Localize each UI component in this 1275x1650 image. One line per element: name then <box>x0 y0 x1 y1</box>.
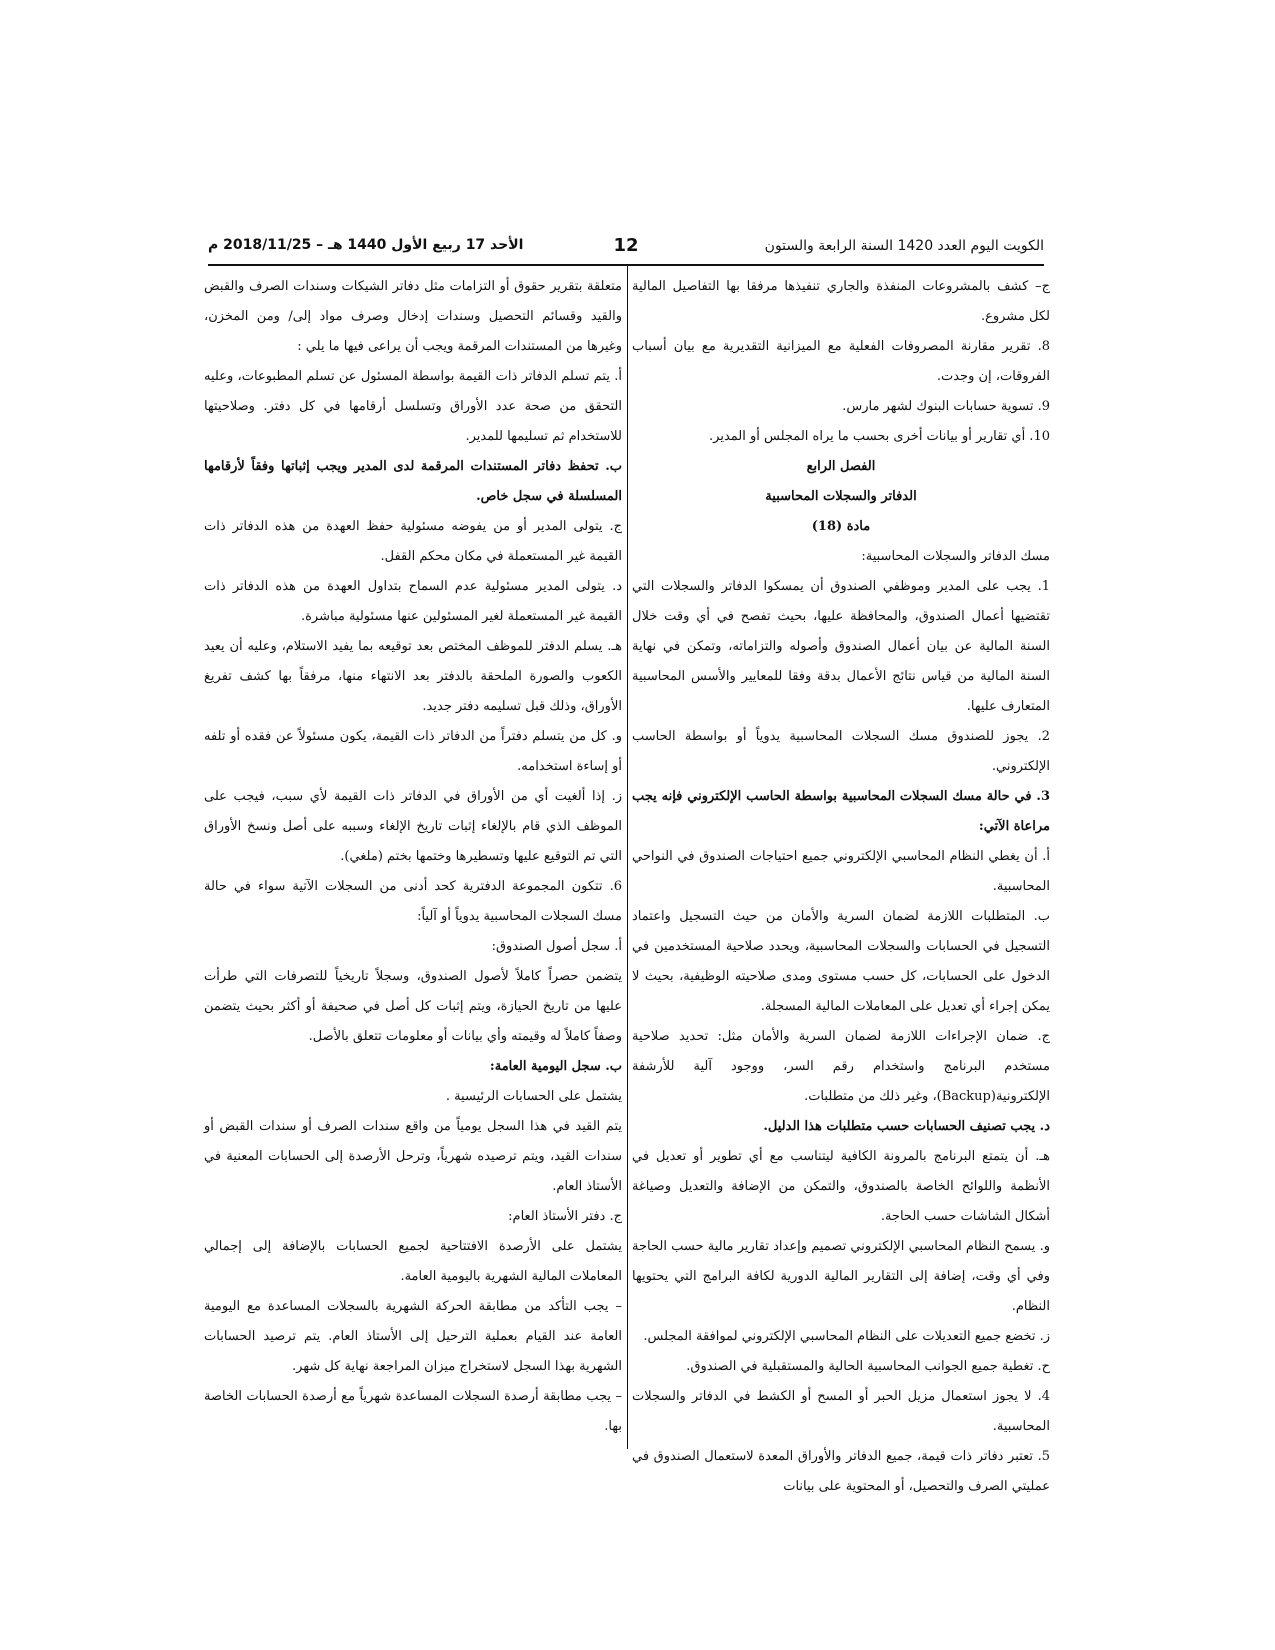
paragraph: ب. المتطلبات اللازمة لضمان السرية والأمان من حيث التسجيل واعتماد التسجيل في الحسابات والسجلات المحاسبية، ويحدد صلاحية المستخدمين في الدخول على الحسابات، كل حسب مستوى ومدى صلاحيته الوظيفية، بحيث لا يمكن إجراء أي تعديل على المعاملات المالية المسجلة. <box>632 909 1050 1014</box>
paragraph: 4. لا يجوز استعمال مزيل الحبر أو المسح أو الكشط في الدفاتر والسجلات المحاسبية. <box>632 1389 1050 1434</box>
paragraph: مسك الدفاتر والسجلات المحاسبية: <box>861 549 1050 564</box>
paragraph: ج. يتولى المدير أو من يفوضه مسئولية حفظ العهدة من هذه الدفاتر ذات القيمة غير المستعملة في مكان محكم القفل. <box>204 519 622 564</box>
paragraph: ج. ضمان الإجراءات اللازمة لضمان السرية والأمان مثل: تحديد صلاحية مستخدم البرنامج واستخدام رقم السر، ووجود آلية للأرشفة الإلكترونية(Backup)، وغير ذلك من متطلبات. <box>632 1029 1050 1104</box>
paragraph: – يجب مطابقة أرصدة السجلات المساعدة شهرياً مع أرصدة الحسابات الخاصة بها. <box>204 1389 622 1434</box>
paragraph: يشتمل على الحسابات الرئيسية . <box>445 1089 622 1104</box>
paragraph: مادة (18) <box>811 519 871 534</box>
paragraph: هـ. أن يتمتع البرنامج بالمرونة الكافية ليتناسب مع أي تطوير أو تعديل في الأنظمة واللوائح الخاصة بالصندوق، والتمكن من الإضافة والتعديل وصياغة أشكال الشاشات حسب الحاجة. <box>632 1149 1050 1224</box>
paragraph: ب. تحفظ دفاتر المستندات المرقمة لدى المدير ويجب إثباتها وفقاً لأرقامها المسلسلة في سجل خاص. <box>204 459 622 504</box>
paragraph: 6. تتكون المجموعة الدفترية كحد أدنى من السجلات الآتية سواء في حالة مسك السجلات المحاسبية يدوياً أو آلياً: <box>204 879 622 924</box>
paragraph: الدفاتر والسجلات المحاسبية <box>765 489 917 504</box>
page-header <box>208 236 1044 266</box>
paragraph: أ. سجل أصول الصندوق: <box>491 939 622 954</box>
paragraph: د. يتولى المدير مسئولية عدم السماح بتداول العهدة من هذه الدفاتر ذات القيمة غير المستعملة لغير المسئولين عنها مسئولية مباشرة. <box>204 579 622 624</box>
paragraph: و. يسمح النظام المحاسبي الإلكتروني تصميم وإعداد تقارير مالية حسب الحاجة وفي أي وقت، إضافة إلى التقارير المالية الدورية لكافة البرامج التي يحتويها النظام. <box>632 1239 1050 1314</box>
paragraph: 10. أي تقارير أو بيانات أخرى بحسب ما يراه المجلس أو المدير. <box>709 429 1050 444</box>
paragraph: يشتمل على الأرصدة الافتتاحية لجميع الحسابات بالإضافة إلى إجمالي المعاملات المالية الشهرية باليومية العامة. <box>204 1239 622 1284</box>
paragraph: د. يجب تصنيف الحسابات حسب متطلبات هذا الدليل. <box>763 1119 1050 1134</box>
paragraph: 1. يجب على المدير وموظفي الصندوق أن يمسكوا الدفاتر والسجلات التي تقتضيها أعمال الصندوق، والمحافظة عليها، بحيث تفصح في أي وقت خلال السنة المالية عن بيان أعمال الصندوق وأصوله والتزاماته، وتمكن في نهاية السنة المالية من قياس نتائج الأعمال بدقة وفقا للمعايير والأسس المحاسبية المتعارف عليها. <box>632 579 1050 714</box>
paragraph: متعلقة بتقرير حقوق أو التزامات مثل دفاتر الشيكات وسندات الصرف والقبض والقيد وقسائم التحصيل وسندات إدخال وصرف مواد إلى/ ومن المخزن، وغيرها من المستندات المرقمة ويجب أن يراعى فيها ما يلي : <box>204 279 622 354</box>
header-date: الأحد 17 ربيع الأول 1440 هـ – 2018/11/25 م <box>208 237 524 253</box>
paragraph: 5. تعتبر دفاتر ذات قيمة، جميع الدفاتر والأوراق المعدة لاستعمال الصندوق في عمليتي الصرف والتحصيل، أو المحتوية على بيانات <box>632 1449 1050 1494</box>
paragraph: ح. تغطية جميع الجوانب المحاسبية الحالية والمستقبلية في الصندوق. <box>686 1359 1050 1374</box>
paragraph: ز. تخضع جميع التعديلات على النظام المحاسبي الإلكتروني لموافقة المجلس. <box>643 1329 1050 1344</box>
paragraph: 8. تقرير مقارنة المصروفات الفعلية مع الميزانية التقديرية مع بيان أسباب الفروقات، إن وجدت. <box>632 339 1050 384</box>
paragraph: ج. دفتر الأستاذ العام: <box>508 1209 622 1224</box>
paragraph: هـ. يسلم الدفتر للموظف المختص بعد توقيعه بما يفيد الاستلام، وعليه أن يعيد الكعوب والصورة الملحقة بالدفتر بعد الانتهاء منها، مرفقاً بها كشف تفريغ الأوراق، وذلك قبل تسليمه دفتر جديد. <box>204 639 622 714</box>
gazette-title: الكويت اليوم العدد 1420 السنة الرابعة والستون <box>764 238 1044 254</box>
paragraph: ب. سجل اليومية العامة: <box>489 1059 622 1074</box>
right-column <box>632 272 1050 1502</box>
paragraph: – يجب التأكد من مطابقة الحركة الشهرية بالسجلات المساعدة مع اليومية العامة عند القيام بعملية الترحيل إلى الأستاذ العام. يتم ترصيد الحسابات الشهرية بهذا السجل لاستخراج ميزان المراجعة نهاية كل شهر. <box>204 1299 622 1374</box>
left-column <box>204 272 622 1442</box>
paragraph: أ. يتم تسلم الدفاتر ذات القيمة بواسطة المسئول عن تسلم المطبوعات، وعليه التحقق من صحة عدد الأوراق وتسلسل أرقامها في كل دفتر. وصلاحيتها للاستخدام ثم تسليمها للمدير. <box>204 369 622 444</box>
paragraph: و. كل من يتسلم دفتراً من الدفاتر ذات القيمة، يكون مسئولاً عن فقده أو تلفه أو إساءة استخدامه. <box>204 729 622 774</box>
paragraph: يتضمن حصراً كاملاً لأصول الصندوق، وسجلاً تاريخياً للتصرفات التي طرأت عليها من تاريخ الحيازة، ويتم إثبات كل أصل في صحيفة أو أكثر بحيث يتضمن وصفاً كاملاً له وقيمته وأي بيانات أو معلومات تتعلق بالأصل. <box>204 969 622 1044</box>
paragraph: 9. تسوية حسابات البنوك لشهر مارس. <box>842 399 1050 414</box>
column-divider <box>627 266 628 1449</box>
paragraph: الفصل الرابع <box>806 459 876 474</box>
page-number: 12 <box>613 235 639 256</box>
paragraph: 3. في حالة مسك السجلات المحاسبية بواسطة الحاسب الإلكتروني فإنه يجب مراعاة الآتي: <box>632 789 1050 834</box>
paragraph: ز. إذا ألغيت أي من الأوراق في الدفاتر ذات القيمة لأي سبب، فيجب على الموظف الذي قام بالإلغاء إثبات تاريخ الإلغاء وسببه على أصل ونسخ الأوراق التي تم التوقيع عليها وتسطيرها وختمها بختم (ملغي). <box>204 789 622 864</box>
paragraph: أ. أن يغطي النظام المحاسبي الإلكتروني جميع احتياجات الصندوق في النواحي المحاسبية. <box>632 849 1050 894</box>
paragraph: 2. يجوز للصندوق مسك السجلات المحاسبية يدوياً أو بواسطة الحاسب الإلكتروني. <box>632 729 1050 774</box>
paragraph: ج– كشف بالمشروعات المنفذة والجاري تنفيذها مرفقا بها التفاصيل المالية لكل مشروع. <box>632 279 1050 324</box>
paragraph: يتم القيد في هذا السجل يومياً من واقع سندات الصرف أو سندات القبض أو سندات القيد، ويتم ترصيده شهرياً، وترحل الأرصدة إلى الحسابات المعنية في الأستاذ العام. <box>204 1119 622 1194</box>
